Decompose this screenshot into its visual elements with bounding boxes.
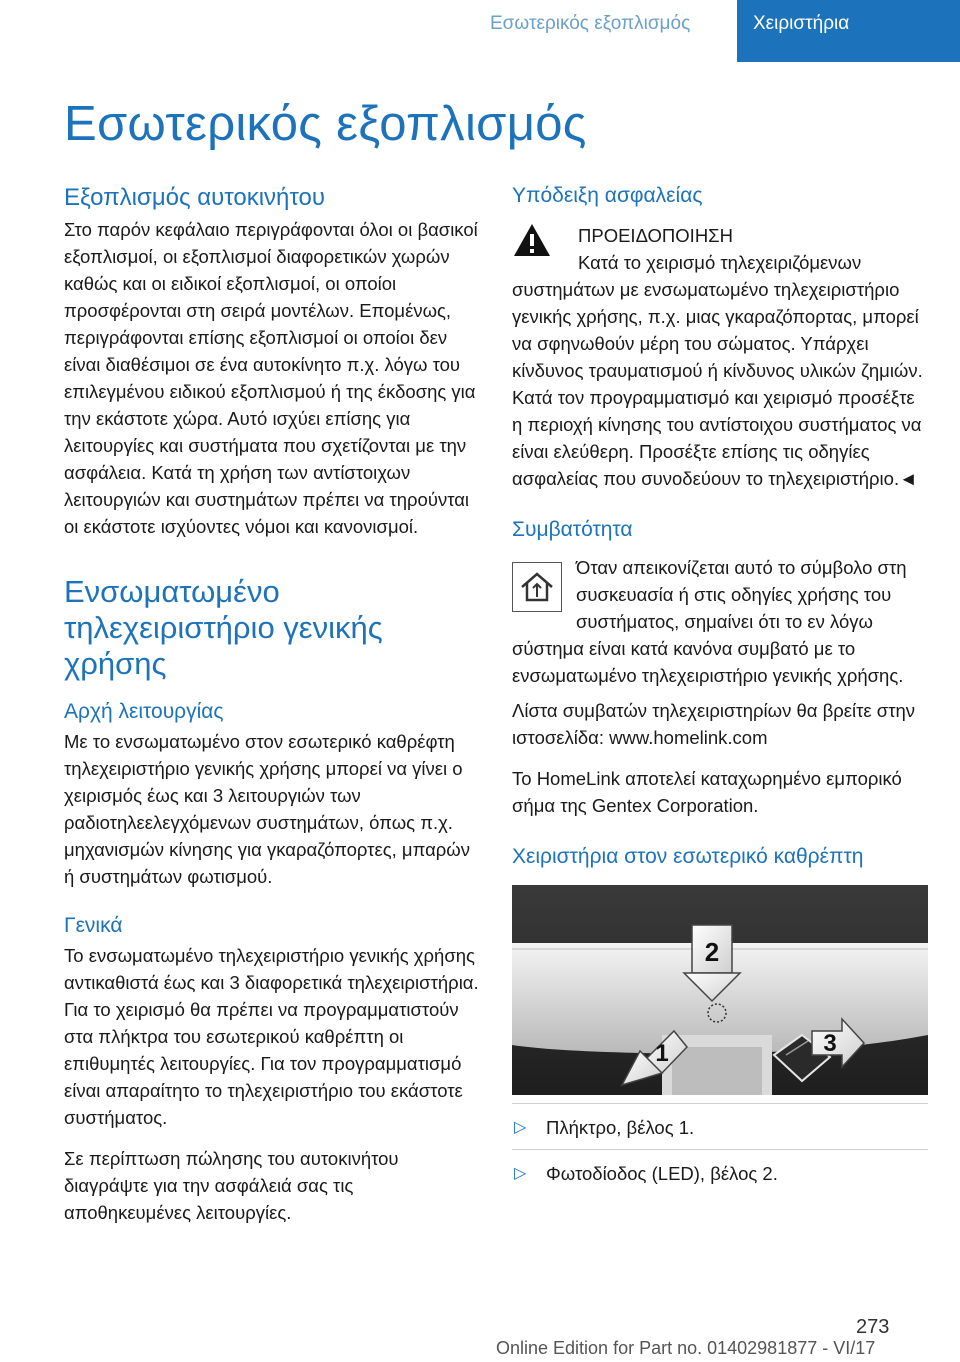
heading-principle: Αρχή λειτουργίας — [64, 700, 224, 723]
warning-icon — [512, 222, 552, 258]
left-column — [64, 182, 480, 1226]
bullet-text: Φωτοδίοδος (LED), βέλος 2. — [546, 1163, 778, 1184]
warning-text: Κατά το χειρισμό τηλεχειριζόμενων συστημάτων με ενσωματωμένο τηλεχειριστήριο γενικής χρήσης, π.χ. μιας γκαραζόπορτας, μπορεί να σφηνωθούν μέρη του σώματος. Υπάρχει κίνδυνος τραυματισμού ή κίνδυνος υλικών ζημιών. Κατά τον προγραμματισμό και χειρισμό προσέξτε η περιοχή κίνησης του αντίστοιχου συστήματος να είναι ελεύθερη. Προσέξτε επίσης τις οδηγίες ασφαλείας που συνοδεύουν το τηλεχειριστήριο.◄ — [512, 252, 923, 489]
right-column — [512, 182, 928, 1187]
paragraph-general-1: Το ενσωματωμένο τηλεχειριστήριο γενικής χρήσης αντικαθιστά έως και 3 διαφορετικά τηλεχειριστήρια. Για το χειρισμό θα πρέπει να προγραμματιστούν στα πλήκτρα του εσωτερικού καθρέπτη οι επιθυμητές λειτουργίες. Για τον προγραμματισμό είναι απαραίτητο το τηλεχειριστήριο του εκάστοτε συστήματος. — [64, 945, 479, 1128]
divider — [512, 1103, 928, 1104]
figure-label-3: 3 — [823, 1030, 837, 1057]
bullet-triangle-icon: ▷ — [514, 1165, 527, 1182]
warning-box — [512, 222, 928, 492]
running-header-tab: Χειριστήρια — [737, 0, 960, 62]
heading-vehicle-equipment: Εξοπλισμός αυτοκινήτου — [64, 184, 326, 211]
paragraph-vehicle-equipment: Στο παρόν κεφάλαιο περιγράφονται όλοι οι βασικοί εξοπλισμοί, οι εξοπλισμοί διαφορετικών χωρών καθώς και οι ειδικοί εξοπλισμοί, οι οποίοι προσφέρονται στη σειρά μοντέλων. Επομένως, περιγράφονται επίσης εξοπλισμοί οι οποίοι δεν είναι διαθέσιμοι σε ένα αυτοκίνητο π.χ. λόγω του επιλεγμένου ειδικού εξοπλισμού ή της έκδοσης για την εκάστοτε χώρα. Αυτό ισχύει επίσης για λειτουργίες και συστήματα που σχετίζονται με την ασφάλεια. Κατά τη χρήση των αντίστοιχων λειτουργιών και συστημάτων πρέπει να τηρούνται οι εκάστοτε ισχύοντες νόμοι και κανονισμοί. — [64, 219, 478, 537]
paragraph-compat-2: Λίστα συμβατών τηλεχειριστηρίων θα βρείτε στην ιστοσελίδα: www.homelink.com — [512, 700, 916, 748]
divider — [512, 1149, 928, 1150]
paragraph-general-2: Σε περίπτωση πώλησης του αυτοκινήτου διαγράψτε για την ασφάλειά σας τις αποθηκευμένες λειτουργίες. — [64, 1148, 399, 1223]
mirror-figure — [512, 885, 928, 1095]
heading-integrated-remote: Ενσωματωμένο τηλεχειριστήριο γενικής χρήσης — [64, 574, 383, 681]
warning-title: ΠΡΟΕΙΔΟΠΟΙΗΣΗ — [578, 225, 733, 246]
bullet-item — [512, 1114, 928, 1141]
page-title: Εσωτερικός εξοπλισμός — [64, 97, 587, 151]
running-header-section: Εσωτερικός εξοπλισμός — [490, 13, 691, 34]
heading-compatibility: Συμβατότητα — [512, 518, 633, 541]
paragraph-principle: Με το ενσωματωμένο στον εσωτερικό καθρέφτη τηλεχειριστήριο γενικής χρήσης μπορεί να γίνει ο χειρισμός έως και 3 λειτουργιών των ραδιοτηλεελεγχόμενων συστημάτων, όπως π.χ. μηχανισμών κίνησης για γκαραζόπορτες, μπαρών ή συστημάτων φωτισμού. — [64, 731, 470, 887]
bullet-text: Πλήκτρο, βέλος 1. — [546, 1117, 695, 1138]
page-number: 273 — [856, 1316, 890, 1338]
heading-general: Γενικά — [64, 914, 123, 937]
bullet-item — [512, 1160, 928, 1187]
bullet-triangle-icon: ▷ — [514, 1119, 527, 1136]
warning-text-block — [512, 249, 928, 492]
figure-label-1: 1 — [655, 1040, 669, 1067]
mirror-illustration — [512, 885, 928, 1095]
heading-mirror-controls: Χειριστήρια στον εσωτερικό καθρέπτη — [512, 845, 864, 868]
paragraph-compat-1: Όταν απεικονίζεται αυτό το σύμβολο στη συσκευασία ή στις οδηγίες χρήσης του συστήματος, σημαίνει ότι το εν λόγω σύστημα είναι κατά κανόνα συμβατό με το ενσωματωμένο τηλεχειριστήριο γενικής χρήσης. — [512, 557, 907, 686]
homelink-compat-icon — [512, 562, 562, 612]
heading-safety: Υπόδειξη ασφαλείας — [512, 184, 703, 207]
paragraph-compat-3: Το HomeLink αποτελεί καταχωρημένο εμπορικό σήμα της Gentex Corporation. — [512, 768, 902, 816]
figure-label-2: 2 — [704, 937, 720, 967]
footer-edition: Online Edition for Part no. 01402981877 - VI/17 — [496, 1338, 876, 1358]
compatibility-block — [512, 554, 928, 689]
